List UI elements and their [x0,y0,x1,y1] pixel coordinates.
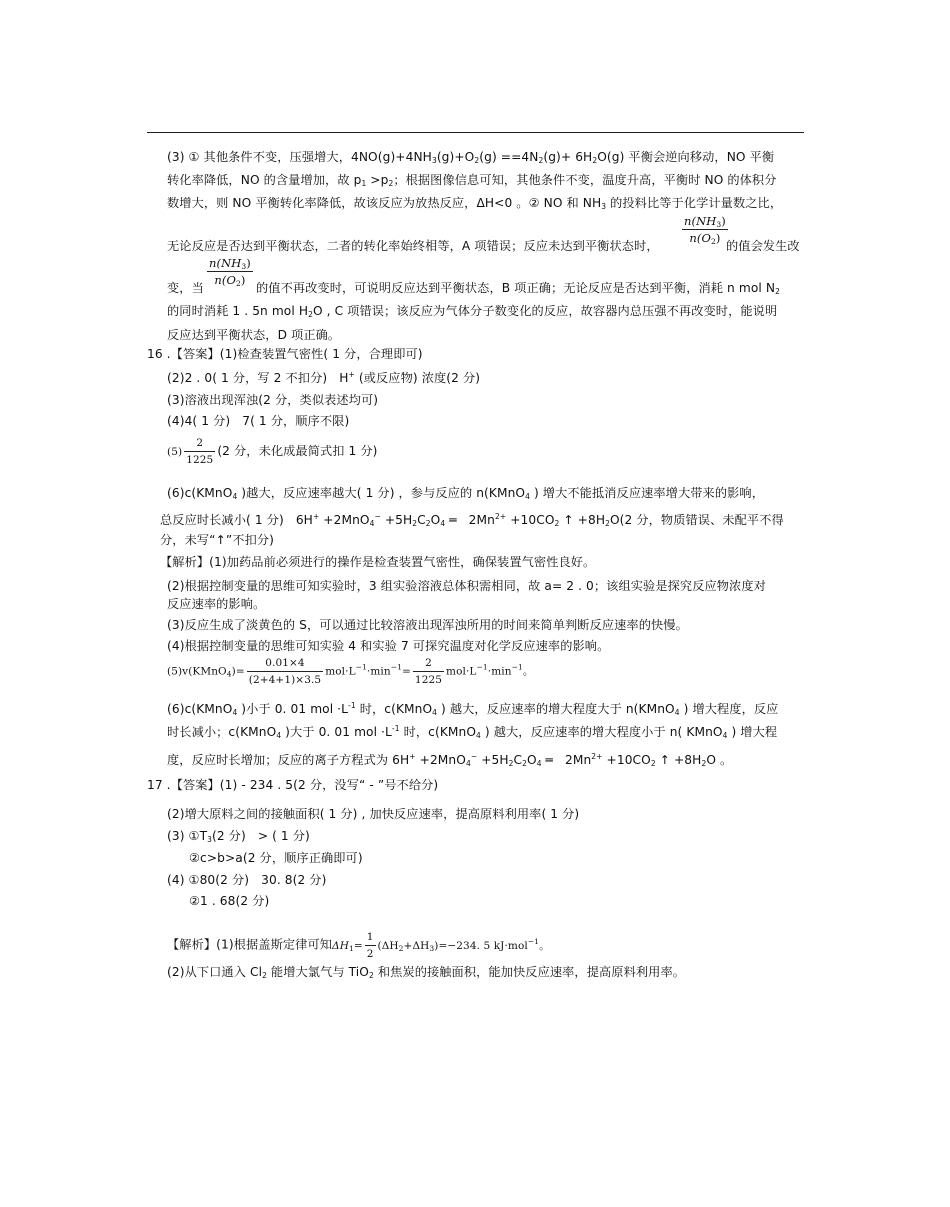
q16-answer-6-line-3: 分，未写“↑”不扣分) [160,533,275,547]
q16-analysis-6-line-3: 度，反应时长增加；反应的离子方程式为 $6H^+ +2MnO_4^- +5H_2C_2O_4$ ═ $2Mn^{2+} +10CO_2$ ↑ $+8H_2O$ 。 [167,752,733,768]
q17-answer-3-2: ②c>b>a(2 分，顺序正确即可) [189,851,363,865]
q15-line-5-end: 的值不再改变时，可说明反应达到平衡状态，B 项正确；无论反应是否达到平衡，消耗 n mol $N_2$ [256,281,780,296]
q16-analysis-5-formula: (5)v(KMnO$_4$)= $\frac{0.01\times 4}{(2+4+1)\times 3.5}$ $mol\cdot L^{-1}\cdot\min^{-1}=$ $\frac{2}{1225}$ $mol\cdot L^{-1}\cdot\min^{-1}$。 [167,657,534,686]
q15-line-7: 反应达到平衡状态，D 项正确。 [167,328,341,342]
q16-answer-4: (4)4( 1 分) 7( 1 分，顺序不限) [167,414,350,428]
q16-answer-heading: 16 .【答案】(1)检查装置气密性( 1 分，合理即可) [147,347,423,361]
q15-line-5: 变，当 [167,281,204,295]
q16-analysis-6-line-2: 时长减小；c(KMnO$_4$ )大于 0. 01 mol $\cdot L^{-1}$ 时，c(KMnO$_4$ ) 越大，反应速率的增大程度小于 n( KMnO$_4$ ) 增大程 [167,724,778,740]
q17-answer-4-2: ②1 . 68(2 分) [189,894,270,908]
q16-answer-5: (5) $\frac{2}{1225}$ (2 分，未化成最简式扣 1 分) [167,437,378,466]
q16-answer-3: (3)溶液出现浑浊(2 分，类似表述均可) [167,393,379,407]
q16-analysis-4: (4)根据控制变量的思维可知实验 4 和实验 7 可探究温度对化学反应速率的影响。 [167,639,610,653]
q15-line-6: 的同时消耗 1 . 5n mol $H_2O$ , C 项错误；该反应为气体分子数变化的反应，故容器内总压强不再改变时，能说明 [167,304,778,319]
q17-answer-3-1: (3) $①T_3(2$ 分) > ( 1 分) [167,829,310,844]
header-rule [147,132,804,133]
q17-answer-2: (2)增大原料之间的接触面积( 1 分) , 加快反应速率，提高原料利用率( 1 分) [167,807,580,821]
q17-answer-heading: 17 .【答案】(1) - 234 . 5(2 分，没写“ - ”号不给分) [147,778,439,792]
q16-answer-6-line-1: (6)c(KMnO$_4$ )越大，反应速率越大( 1 分) ，参与反应的 n(KMnO$_4$ ) 增大不能抵消反应速率增大带来的影响， [167,486,764,501]
q16-answer-6-line-2: 总反应时长减小( 1 分) $6H^+ +2MnO_4^- +5H_2C_2O_4$ ═ $2Mn^{2+} +10CO_2$ ↑ $+8H_2O(2$ 分，物质错误、未配平不得 [160,512,784,528]
q15-line-4: 无论反应是否达到平衡状态，二者的转化率始终相等，A 项错误；反应未达到平衡状态时， [167,239,659,253]
q16-analysis-2a: (2)根据控制变量的思维可知实验时，3 组实验溶液总体积需相同，故 a= 2 . 0；该组实验是探究反应物浓度对 [167,579,766,593]
q16-analysis-2b: 反应速率的影响。 [167,597,266,611]
q17-analysis-2: (2)从下口通入 $Cl_2$ 能增大氯气与 TiO$_2$ 和焦炭的接触面积，能加快反应速率，提高原料利用率。 [167,965,686,980]
q15-line-4-end: 的值会发生改 [726,239,800,253]
q15-line-3: 数增大，则 NO 平衡转化率降低，故该反应为放热反应，ΔH<0 。② NO 和 $NH_3$ 的投料比等于化学计量数之比， [167,196,783,211]
nh3-o2-fraction-1: $\frac{n(NH_3)}{n(O_2)}$ [684,214,726,246]
q16-analysis-1: 【解析】(1)加药品前必须进行的操作是检查装置气密性，确保装置气密性良好。 [160,555,596,569]
q17-answer-4-1: (4) ①80(2 分) 30. 8(2 分) [167,873,327,887]
nh3-o2-fraction-2: $\frac{n(NH_3)}{n(O_2)}$ [209,256,251,288]
q16-analysis-6-line-1: (6)c(KMnO$_4$ )小于 0. 01 mol $\cdot L^{-1}$ 时，c(KMnO$_4$ ) 越大，反应速率的增大程度大于 n(KMnO$_4$ ) 增大程度，反应 [167,701,779,717]
q16-analysis-3: (3)反应生成了淡黄色的 S，可以通过比较溶液出现浑浊所用的时间来简单判断反应速率的快慢。 [167,618,688,632]
q15-line-1: (3) ① 其他条件不变，压强增大，$4NO(g)+4NH_3(g)+O_2(g) ==4N_2(g)+ 6H_2O(g)$ 平衡会逆向移动，NO 平衡 [167,150,775,165]
q17-analysis-1: 【解析】(1)根据盖斯定律可知$\Delta H_1=$ $\frac{1}{2}$ $(\Delta H_2+\Delta H_3)=-234$. 5 kJ·mol$^{-1}$。 [167,931,550,960]
q15-line-2: 转化率降低，NO 的含量增加，故 $p_1 >p_2$；根据图像信息可知，其他条件不变，温度升高，平衡时 NO 的体积分 [167,173,777,188]
q16-answer-2: (2)2 . 0( 1 分，写 2 不扣分) H+ (或反应物) 浓度(2 分) [167,370,481,385]
